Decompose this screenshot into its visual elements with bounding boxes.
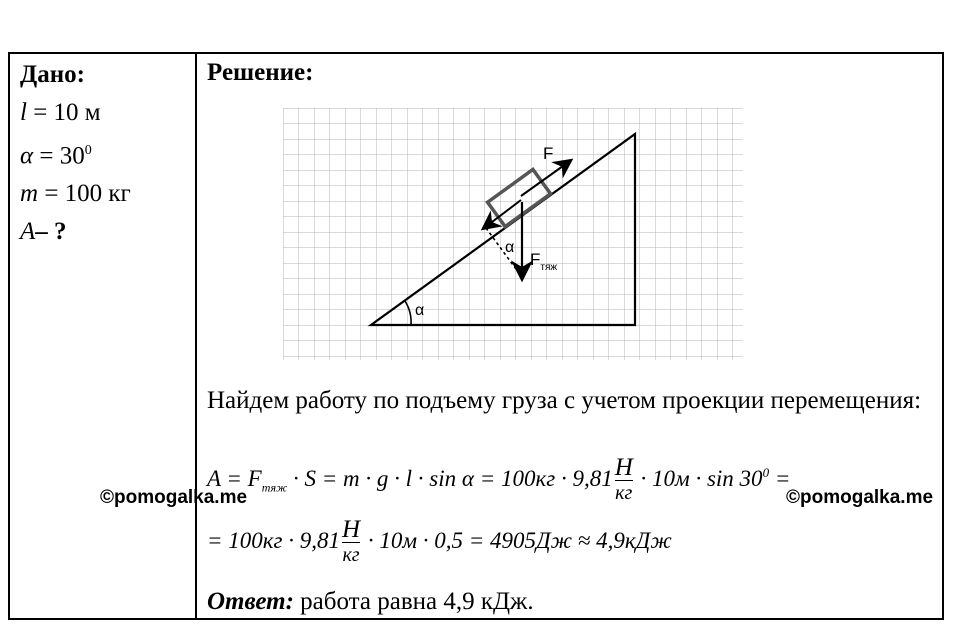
fraction-n-kg-2: $\frac{Н}{кг}$ [342, 516, 361, 566]
label-ftyazh: $F_{тяж}$ [530, 250, 558, 273]
column-divider [195, 52, 197, 620]
incline-diagram [283, 108, 743, 360]
grid-background [283, 108, 743, 360]
solution-text: Найдем работу по подъему груза с учетом проекции перемещения: [207, 387, 922, 414]
given-column [20, 56, 190, 251]
answer-text: работа равна 4,9 кДж. [293, 588, 534, 615]
answer [207, 586, 534, 618]
label-alpha-body: α [505, 239, 515, 256]
given-header: Дано: [20, 61, 85, 88]
answer-label: Ответ: [207, 588, 294, 615]
given-unknown: A– ? [20, 218, 67, 246]
solution-header: Решение: [207, 59, 314, 86]
fraction-n-kg: $\frac{Н}{кг}$ [614, 454, 633, 504]
formula-line-2: = 100кг · 9,81 $\frac{Н}{кг}$ · 10м · 0,5 = 4905Дж ≈ 4,9кДж [207, 516, 672, 566]
label-f: F [543, 144, 554, 163]
given-length: l = 10 м [20, 99, 101, 126]
label-alpha-base: α [415, 302, 425, 319]
watermark-left: ©pomogalka.me [100, 487, 248, 508]
given-angle: $\alpha = 30^0$ [20, 142, 92, 170]
watermark-right: ©pomogalka.me [786, 487, 934, 508]
given-mass: m = 100 кг [20, 180, 131, 208]
formula-line-1: $A = F_{тяж} \cdot S = m \cdot g \cdot l \cdot \sin \alpha = 100кг \cdot 9,81$ $\frac{Н}{кг}$ · $10м \cdot \sin 30^0$ = [207, 454, 791, 504]
